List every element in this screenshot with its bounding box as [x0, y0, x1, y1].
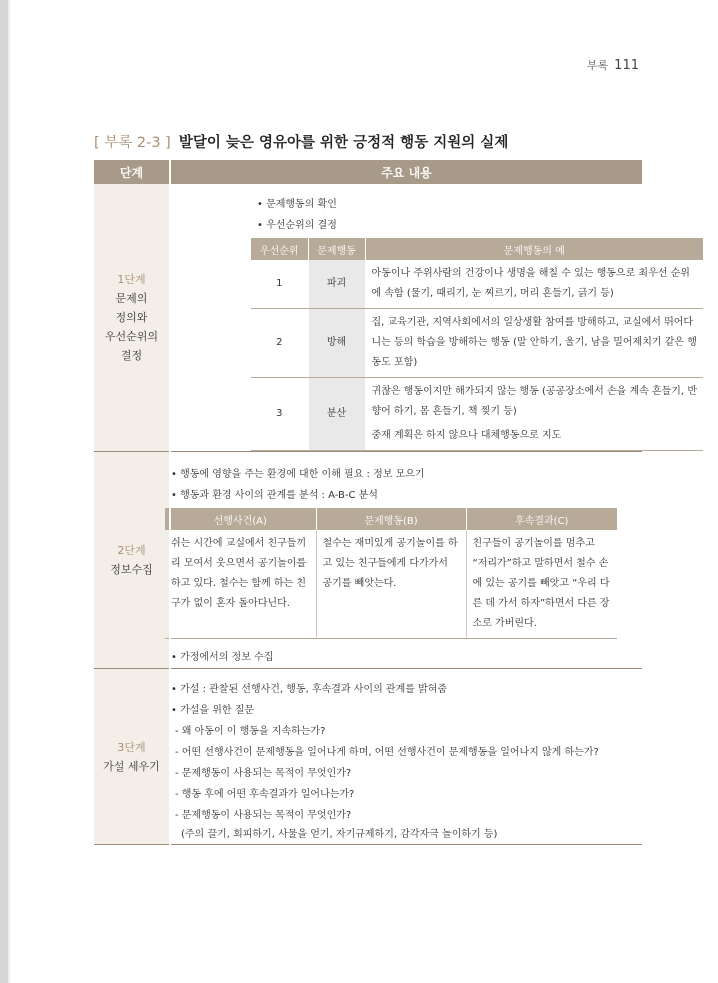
behavior-header: 문제행동: [308, 238, 365, 260]
stage1-level: 1단계: [117, 273, 146, 286]
priority-row: [251, 378, 703, 451]
behavior-value: 분산: [308, 378, 365, 451]
priority-row: [251, 309, 703, 378]
stage1-bullet: • 문제행동의 확인: [257, 199, 337, 210]
stage2-label: [94, 541, 169, 579]
page-number: 111: [614, 58, 639, 73]
stage2-bullet: • 가정에서의 정보 수집: [171, 652, 274, 663]
stage3-level: 3단계: [117, 740, 146, 754]
stage2-level: 2단계: [117, 544, 146, 557]
stage1-name-line: 결정: [120, 349, 143, 362]
antecedent-cell: 쉬는 시간에 교실에서 친구들끼리 모여서 웃으면서 공기놀이를 하고 있다. 철수는 함께 하는 친구가 없이 혼자 돌아다닌다.: [165, 530, 316, 639]
examples-value: 아동이나 주위사람의 건강이나 생명을 해칠 수 있는 행동으로 최우선 순위에 속함 (물기, 때리기, 눈 찌르기, 머리 흔들기, 긁기 등): [365, 260, 703, 309]
behavior-cell: 철수는 재미있게 공기놀이를 하고 있는 친구들에게 다가가서 공기를 빼앗는다.: [316, 530, 466, 639]
header-content: 주요 내용: [170, 160, 642, 184]
stage1-label-cell: [94, 184, 170, 452]
stage3-question: - 어떤 선행사건이 문제행동을 일어나게 하며, 어떤 선행사건이 문제행동을 일어나지 않게 하는가?: [175, 747, 599, 758]
stage3-content: [170, 669, 642, 845]
stage2-row: [94, 452, 642, 669]
stage2-label-cell: [94, 452, 170, 669]
stage3-name-line: 가설 세우기: [103, 759, 160, 773]
priority-table: [251, 238, 703, 451]
stage1-name-line: 문제의: [115, 292, 148, 305]
stage3-question: - 문제행동이 사용되는 목적이 무엇인가?: [175, 810, 352, 821]
stage3-label: [94, 738, 169, 776]
appendix-tag: [ 부록 2-3 ]: [94, 135, 171, 151]
priority-header: 우선순위: [251, 238, 308, 260]
priority-header-row: [251, 238, 703, 260]
stage1-row: [94, 184, 642, 452]
main-header-row: [94, 160, 642, 184]
page-header: [587, 57, 639, 73]
behavior-value: 방해: [308, 309, 365, 378]
page-edge: [0, 0, 8, 983]
priority-value: 1: [251, 260, 308, 309]
stage1-bullet: • 우선순위의 결정: [257, 220, 337, 231]
stage1-name-line: 정의와: [115, 311, 148, 324]
abc-row: [165, 530, 617, 639]
title-text: 발달이 늦은 영유아를 위한 긍정적 행동 지원의 실제: [178, 135, 509, 151]
stage3-bullet: • 가설을 위한 질문: [171, 705, 255, 716]
stage1-name-line: 우선순위의: [104, 330, 159, 343]
examples-value: 집, 교육기관, 지역사회에서의 일상생활 참여를 방해하고, 교실에서 뛰어다니는 등의 학습을 방해하는 행동 (말 안하기, 울기, 남을 밀어제치기 같은 행동도 포함): [365, 309, 703, 378]
antecedent-header: 선행사건(A): [165, 508, 316, 530]
examples-header: 문제행동의 예: [365, 238, 703, 260]
stage2-bullet: • 행동과 환경 사이의 관계를 분석 : A-B-C 분석: [171, 490, 378, 501]
stage2-bullet: • 행동에 영향을 주는 환경에 대한 이해 필요 : 정보 모으기: [171, 469, 425, 480]
abc-table: [165, 508, 617, 639]
stage3-question: - 행동 후에 어떤 후속결과가 일어나는가?: [175, 789, 355, 800]
stage3-note: (주의 끌기, 회피하기, 사물을 얻기, 자기규제하기, 감각자극 놀이하기 등): [181, 829, 498, 840]
section-label: 부록: [586, 59, 609, 72]
behavior-header: 문제행동(B): [316, 508, 466, 530]
consequence-cell: 친구들이 공기놀이를 멈추고 “저리가”하고 말하면서 철수 손에 있는 공기를 빼앗고 “우리 다른 데 가서 하자”하면서 다른 장소로 가버린다.: [466, 530, 617, 639]
stage3-bullet: • 가설 : 관찰된 선행사건, 행동, 후속결과 사이의 관계를 밝혀줌: [171, 684, 448, 695]
header-stage: 단계: [94, 160, 170, 184]
consequence-header: 후속결과(C): [466, 508, 617, 530]
stage2-name-line: 정보수집: [110, 563, 153, 576]
stage2-content: [170, 452, 642, 669]
main-table: [94, 160, 697, 845]
stage3-row: [94, 669, 642, 845]
page-edge-shadow: [8, 0, 10, 983]
priority-row: [251, 260, 703, 309]
abc-header-row: [165, 508, 617, 530]
stage1-label: [94, 270, 169, 365]
stage1-content: [170, 184, 697, 452]
stage3-question: - 문제행동이 사용되는 목적이 무엇인가?: [175, 768, 352, 779]
page-title: [94, 131, 508, 152]
priority-value: 3: [251, 378, 308, 451]
examples-value: 귀찮은 행동이지만 해가되지 않는 행동 (공공장소에서 손을 계속 흔들기, 반향어 하기, 몸 흔들기, 책 찢기 등) 중재 계획은 하지 않으나 대체행동으로 지도: [365, 378, 703, 451]
stage3-label-cell: [94, 669, 170, 845]
priority-value: 2: [251, 309, 308, 378]
stage3-question: - 왜 아동이 이 행동을 지속하는가?: [175, 726, 326, 737]
behavior-value: 파괴: [308, 260, 365, 309]
